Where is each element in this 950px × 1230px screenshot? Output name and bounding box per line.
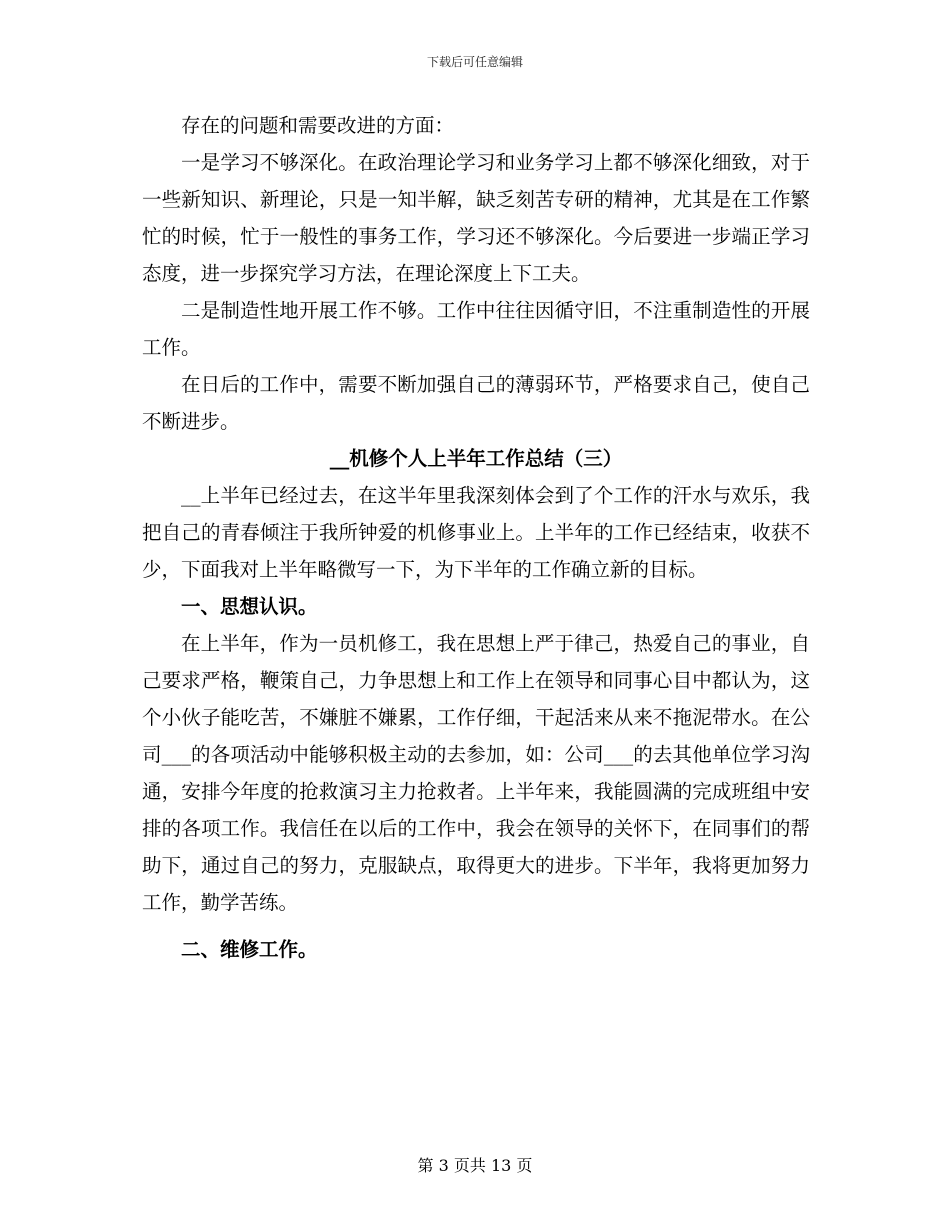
paragraph-issue-two: 二是制造性地开展工作不够。工作中往往因循守旧，不注重制造性的开展工作。 — [142, 299, 810, 359]
paragraph-summary-intro: __上半年已经过去，在这半年里我深刻体会到了个工作的汗水与欢乐，我把自己的青春倾注于我所钟爱的机修事业上。上半年的工作已经结束，收获不少，下面我对上半年略微写一下，为下半年的工作确立新的目标。 — [142, 484, 810, 581]
page-number-footer: 第 3 页共 13 页 — [417, 1156, 533, 1175]
paragraph-issues-intro: 存在的问题和需要改进的方面： — [181, 114, 455, 137]
paragraph-thought-awareness: 在上半年，作为一员机修工，我在思想上严于律己，热爱自己的事业，自己要求严格，鞭策自己，力争思想上和工作上在领导和同事心目中都认为，这个小伙子能吃苦，不嫌脏不嫌累，工作仔细，干起活来从来不拖泥带水。在公司___的各项活动中能够积极主动的去参加，如：公司___的去其他单位学习沟通，安排今年度的抢救演习主力抢救者。上半年来，我能圆满的完成班组中安排的各项工作。我信任在以后的工作中，我会在领导的关怀下，在同事们的帮助下，通过自己的努力，克服缺点，取得更大的进步。下半年，我将更加努力工作，勤学苦练。 — [142, 632, 810, 914]
heading-thought-awareness: 一、思想认识。 — [181, 595, 318, 618]
paragraph-future-work: 在日后的工作中，需要不断加强自己的薄弱环节，严格要求自己，使自己不断进步。 — [142, 373, 810, 433]
section-title: __机修个人上半年工作总结（三） — [329, 447, 623, 470]
document-body — [142, 107, 810, 968]
header-note: 下载后可任意编辑 — [426, 55, 523, 69]
heading-maintenance-work: 二、维修工作。 — [181, 938, 318, 961]
paragraph-issue-one: 一是学习不够深化。在政治理论学习和业务学习上都不够深化细致，对于一些新知识、新理论，只是一知半解，缺乏刻苦专研的精神，尤其是在工作繁忙的时候，忙于一般性的事务工作，学习还不够深化。今后要进一步端正学习态度，进一步探究学习方法，在理论深度上下工夫。 — [142, 151, 810, 285]
